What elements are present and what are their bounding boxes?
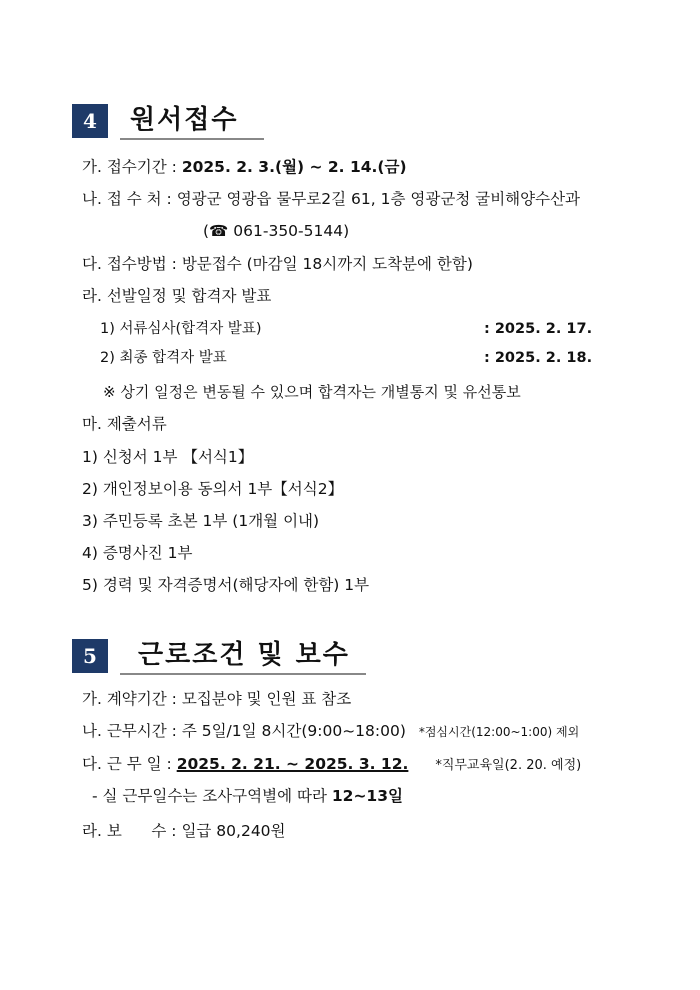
application-place (82, 188, 580, 210)
section-number: 5 (72, 639, 108, 673)
label: 가. 접수기간 : (82, 158, 177, 176)
label: 라. 보 수 : (82, 822, 177, 840)
value: 방문접수 (마감일 18시까지 도착분에 한함) (181, 255, 473, 273)
training-note: *직무교육일(2. 20. 예정) (435, 758, 582, 773)
documents-heading: 마. 제출서류 (82, 415, 167, 433)
application-method (82, 253, 473, 275)
schedule-date-document-review: : 2025. 2. 17. (484, 321, 593, 337)
section-underline (120, 673, 366, 675)
section-underline (120, 138, 264, 140)
document-item: 1) 신청서 1부 【서식1】 (82, 448, 254, 466)
lunch-note: *점심시간(12:00~1:00) 제외 (418, 725, 580, 739)
salary (82, 820, 286, 842)
contract-period (82, 688, 351, 710)
document-item: 4) 증명사진 1부 (82, 544, 193, 562)
schedule-note: ※ 상기 일정은 변동될 수 있으며 합격자는 개별통지 및 유선통보 (103, 383, 521, 401)
section-number: 4 (72, 104, 108, 138)
value: 2025. 2. 21. ~ 2025. 3. 12. (176, 755, 409, 773)
label: 가. 계약기간 : (82, 690, 177, 708)
working-hours (82, 720, 579, 743)
label: 다. 근 무 일 : (82, 755, 172, 773)
schedule-item-document-review: 1) 서류심사(합격자 발표) (100, 321, 262, 337)
value: 주 5일/1일 8시간(9:00~18:00) (181, 722, 406, 740)
days: 12~13일 (331, 787, 403, 805)
document-item: 5) 경력 및 자격증명서(해당자에 한함) 1부 (82, 576, 370, 594)
document-item: 2) 개인정보이용 동의서 1부【서식2】 (82, 480, 344, 498)
application-phone: (☎ 061-350-5144) (203, 222, 350, 240)
document-item: 3) 주민등록 초본 1부 (1개월 이내) (82, 512, 320, 530)
prefix: - 실 근무일수는 조사구역별에 따라 (92, 787, 327, 805)
label: 나. 접 수 처 : (82, 190, 172, 208)
schedule-date-final: : 2025. 2. 18. (484, 350, 593, 366)
value: 모집분야 및 인원 표 참조 (181, 690, 352, 708)
selection-schedule-heading: 라. 선발일정 및 합격자 발표 (82, 287, 272, 305)
section-title: 원서접수 (130, 105, 239, 135)
label: 다. 접수방법 : (82, 255, 177, 273)
actual-working-days (92, 785, 403, 807)
label: 나. 근무시간 : (82, 722, 177, 740)
schedule-item-final: 2) 최종 합격자 발표 (100, 350, 227, 366)
application-period (82, 156, 407, 178)
value: 2025. 2. 3.(월) ~ 2. 14.(금) (181, 158, 407, 176)
working-days (82, 753, 581, 777)
value: 일급 80,240원 (181, 822, 286, 840)
value: 영광군 영광읍 물무로2길 61, 1층 영광군청 굴비해양수산과 (176, 190, 581, 208)
section-title: 근로조건 및 보수 (138, 640, 350, 670)
